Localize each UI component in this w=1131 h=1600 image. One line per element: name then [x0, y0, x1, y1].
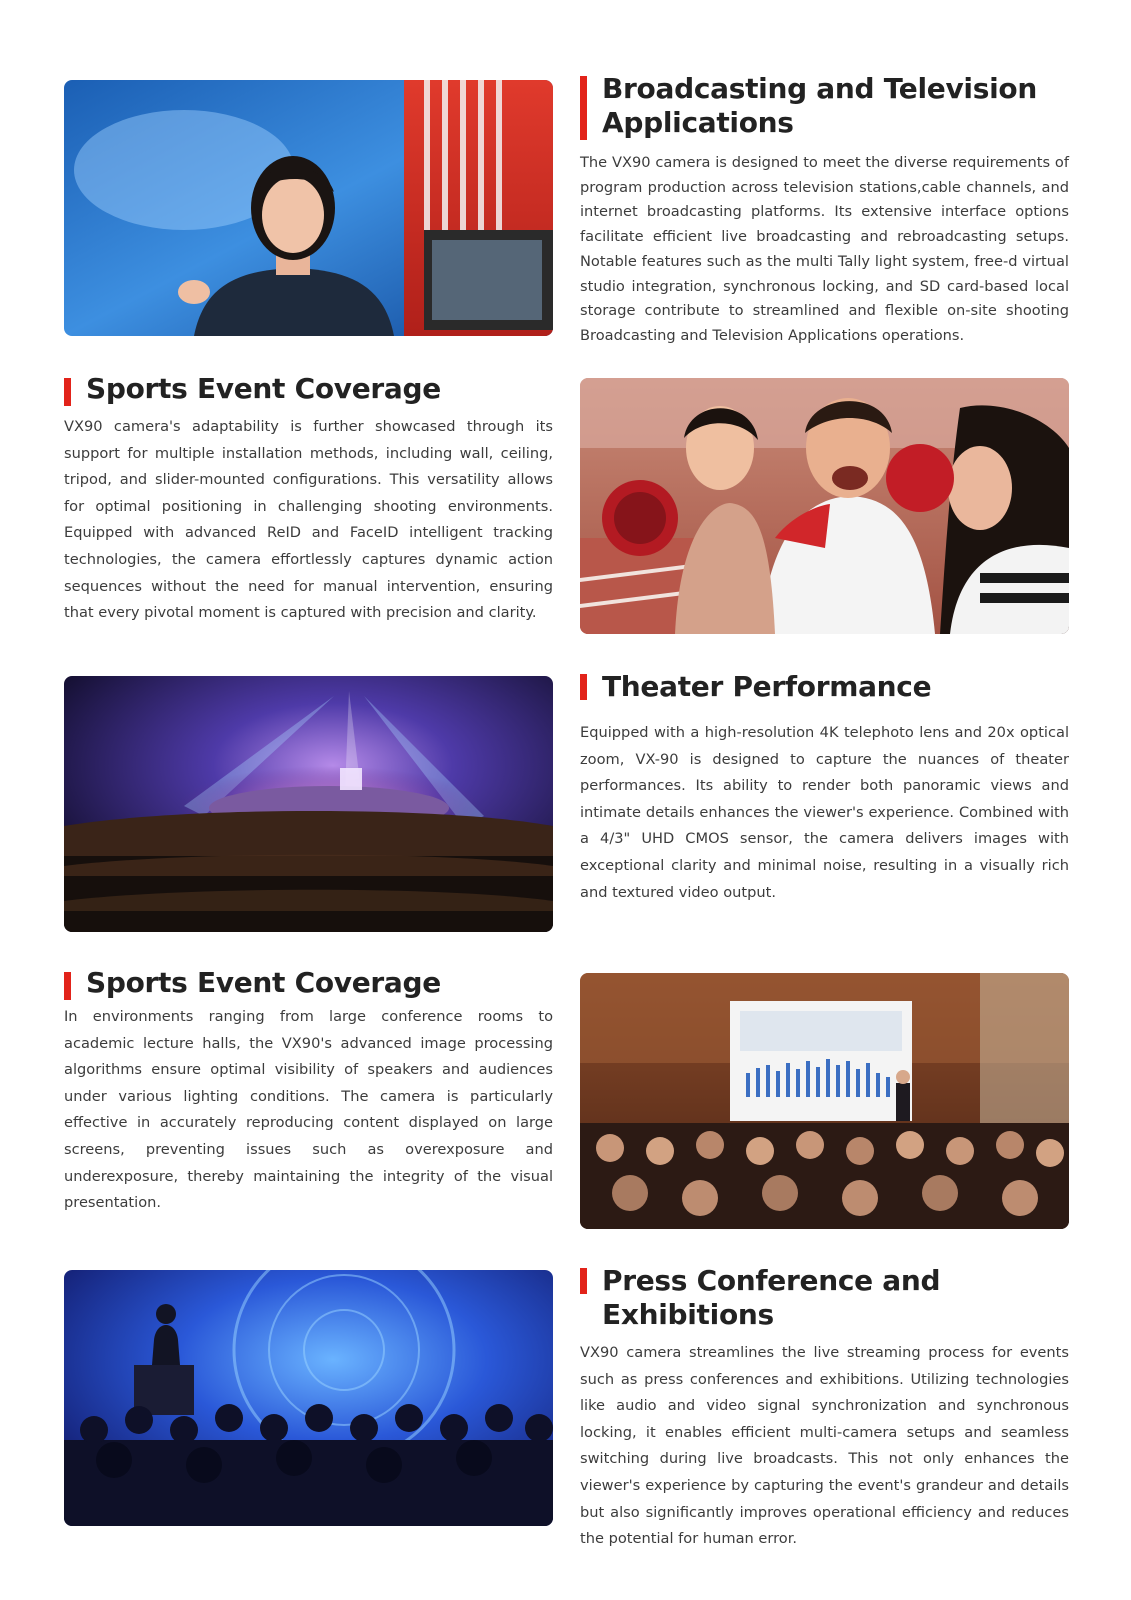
section-heading [64, 372, 553, 406]
accent-bar [580, 76, 587, 140]
section-body: VX90 camera's adaptability is further showcased through its support for multiple installation methods, including wall, ceiling, tripod, and slider-mounted configurations. This versatility allows for optimal positioning in challenging shooting environments. Equipped with advanced ReID and FaceID intelligent tracking technologies, the camera effortlessly captures dynamic action sequences without the need for manual intervention, ensuring that every pivotal moment is captured with precision and clarity. [64, 418, 553, 622]
section-heading [580, 1264, 1069, 1332]
section-heading [580, 72, 1069, 140]
theater-section [580, 670, 1069, 906]
press-conference-photo [64, 1270, 553, 1526]
section-body: VX90 camera streamlines the live streaming process for events such as press conferences and exhibitions. Utilizing technologies like audio and video signal synchronization and synchronous locking, it enables efficient multi-camera setups and seamless switching during live broadcasts. This not only enhances the viewer's experience by capturing the event's grandeur and details but also significantly improves operational efficiency and reduces the potential for human error. [580, 1344, 1069, 1548]
lecture-section [64, 966, 553, 1217]
press-conference-section [580, 1264, 1069, 1553]
section-title: Theater Performance [602, 670, 932, 703]
news-anchor-photo [64, 80, 553, 336]
section-body: The VX90 camera is designed to meet the diverse requirements of program production across television stations,cable channels, and internet broadcasting platforms. Its extensive interface options facilitate efficient live broadcasting and rebroadcasting setups. Notable features such as the multi Tally light system, free-d virtual studio integration, synchronous locking, and SD card-based local storage contribute to streamlined and flexible on-site shooting Broadcasting and Television Applications operations. [580, 154, 1069, 344]
accent-bar [580, 1268, 587, 1294]
section-heading [580, 670, 1069, 704]
section-title: Press Conference and Exhibitions [602, 1264, 941, 1331]
accent-bar [580, 674, 587, 700]
accent-bar [64, 972, 71, 1000]
section-body: In environments ranging from large conference rooms to academic lecture halls, the VX90's advanced image processing algorithms ensure optimal visibility of speakers and audiences under various lighting conditions. The camera is particularly effective in accurately reproducing content displayed on large screens, preventing issues such as overexposure and underexposure, thereby maintaining the integrity of the visual presentation. [64, 1008, 553, 1212]
lecture-hall-photo [580, 973, 1069, 1229]
accent-bar [64, 378, 71, 406]
cheering-fans-photo [580, 378, 1069, 634]
broadcasting-section [580, 72, 1069, 349]
section-title: Sports Event Coverage [86, 966, 441, 999]
section-title: Broadcasting and Television Applications [602, 72, 1037, 139]
theater-stage-photo [64, 676, 553, 932]
section-title: Sports Event Coverage [86, 372, 441, 405]
sports-coverage-section [64, 372, 553, 627]
section-body: Equipped with a high-resolution 4K telephoto lens and 20x optical zoom, VX-90 is designed to capture the nuances of theater performances. Its ability to render both panoramic views and intimate details enhances the viewer's experience. Combined with a 4/3" UHD CMOS sensor, the camera delivers images with exceptional clarity and minimal noise, resulting in a visually rich and textured video output. [580, 724, 1069, 901]
section-heading [64, 966, 553, 1000]
